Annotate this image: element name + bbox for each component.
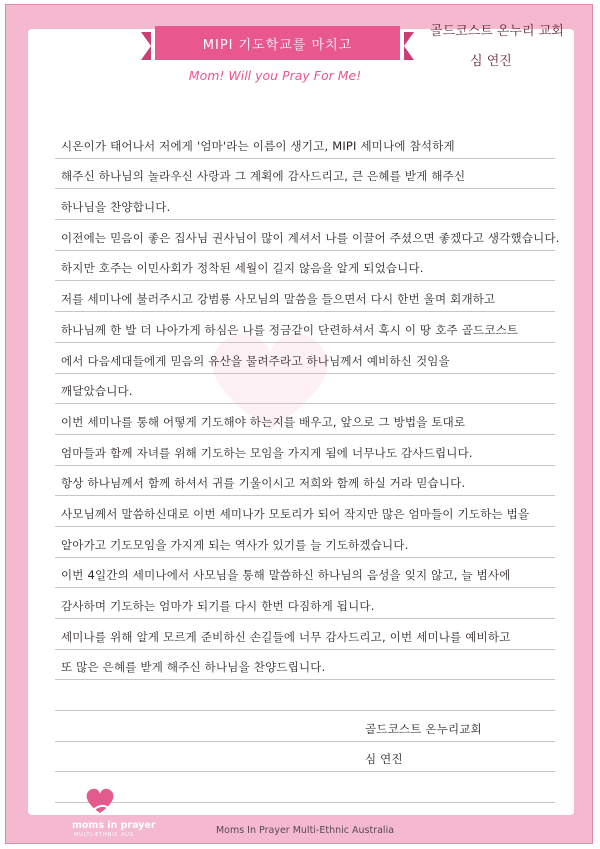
letter-line-text: 에서 다음세대들에게 믿음의 유산을 물려주라고 하나님께서 예비하신 것임을	[61, 353, 450, 368]
letter-line-text: 깨달았습니다.	[61, 384, 133, 399]
letter-line-text: 이번 세미나를 통해 어떻게 기도해야 하는지를 배우고, 앞으로 그 방법을 토대로	[61, 414, 466, 429]
logo-subtext: MULTI-ETHNIC AUS	[74, 832, 134, 838]
letter-line	[55, 374, 555, 405]
letter-line	[55, 680, 555, 711]
letter-line-text: 이전에는 믿음이 좋은 집사님 권사님이 많이 계셔서 나를 이끌어 주셨으면 좋겠다고 생각했습니다.	[61, 230, 560, 245]
letter-line	[55, 312, 555, 343]
letter-line	[55, 711, 555, 742]
letter-line	[55, 343, 555, 374]
letter-line-text: 심 연진	[365, 752, 403, 767]
letter-line-text: 이번 4일간의 세미나에서 사모님을 통해 말씀하신 하나님의 음성을 잊지 않고, 늘 범사에	[61, 568, 511, 583]
letter-line	[55, 281, 555, 312]
letter-line	[55, 496, 555, 527]
letter-line	[55, 435, 555, 466]
letter-line	[55, 466, 555, 497]
letter-line-text: 저를 세미나에 불러주시고 강범룡 사모님의 말씀을 들으면서 다시 한번 울며 회개하고	[61, 292, 496, 307]
letter-line	[55, 220, 560, 251]
letter-line	[55, 527, 555, 558]
letter-line	[55, 742, 555, 773]
letter-line-text: 시온이가 태어나서 저에게 '엄마'라는 이름이 생기고, MIPI 세미나에 참석하게	[61, 138, 455, 153]
letter-line	[55, 588, 555, 619]
letter-line-text: 골드코스트 온누리교회	[365, 721, 482, 736]
page-title: MIPI 기도학교를 마치고	[202, 37, 353, 53]
letter-line-text: 사모님께서 말씀하신대로 이번 세미나가 모토리가 되어 작지만 많은 엄마들이 기도하는 법을	[61, 506, 530, 521]
letter-line-text: 하지만 호주는 이민사회가 정착된 세월이 길지 않음을 알게 되었습니다.	[61, 261, 424, 276]
letter-line-text: 항상 하나님께서 함께 하셔서 귀를 기울이시고 저희와 함께 하실 거라 믿습니다.	[61, 476, 466, 491]
letter-line	[55, 650, 555, 681]
page-subtitle: Mom! Will you Pray For Me!	[188, 68, 362, 83]
letter-line-text: 엄마들과 함께 자녀를 위해 기도하는 모임을 가지게 됨에 너무나도 감사드립니다.	[61, 445, 473, 460]
logo-text: moms in prayer	[72, 820, 156, 831]
footer-org-name: Moms In Prayer Multi-Ethnic Australia	[215, 825, 395, 836]
letter-body	[55, 128, 560, 803]
church-name: 골드코스트 온누리 교회	[430, 24, 564, 39]
letter-line-text: 또 많은 은혜를 받게 해주신 하나님을 찬양드립니다.	[61, 660, 326, 675]
letter-line	[55, 404, 555, 435]
letter-line	[55, 619, 555, 650]
letter-line-text: 알아가고 기도모임을 가지게 되는 역사가 있기를 늘 기도하겠습니다.	[61, 537, 409, 552]
letter-line	[55, 251, 555, 282]
letter-line	[55, 189, 555, 220]
letter-line-text: 하나님을 찬양합니다.	[61, 200, 171, 215]
author-name: 심 연진	[470, 54, 512, 69]
letter-line-text: 하나님께 한 발 더 나아가게 하심은 나를 정금같이 단련하셔서 혹시 이 땅 호주 골드코스트	[61, 322, 519, 337]
letter-line	[55, 558, 555, 589]
letter-line-text: 해주신 하나님의 놀라우신 사랑과 그 계획에 감사드리고, 큰 은혜를 받게 해주신	[61, 169, 466, 184]
letter-line-text: 감사하며 기도하는 엄마가 되기를 다시 한번 다짐하게 됩니다.	[61, 599, 375, 613]
letter-line-text: 세미나를 위해 알게 모르게 준비하신 손길들에 너무 감사드리고, 이번 세미나를 예비하고	[61, 629, 511, 644]
title-ribbon	[155, 26, 400, 60]
letter-line	[55, 128, 555, 159]
letter-line	[55, 159, 555, 190]
